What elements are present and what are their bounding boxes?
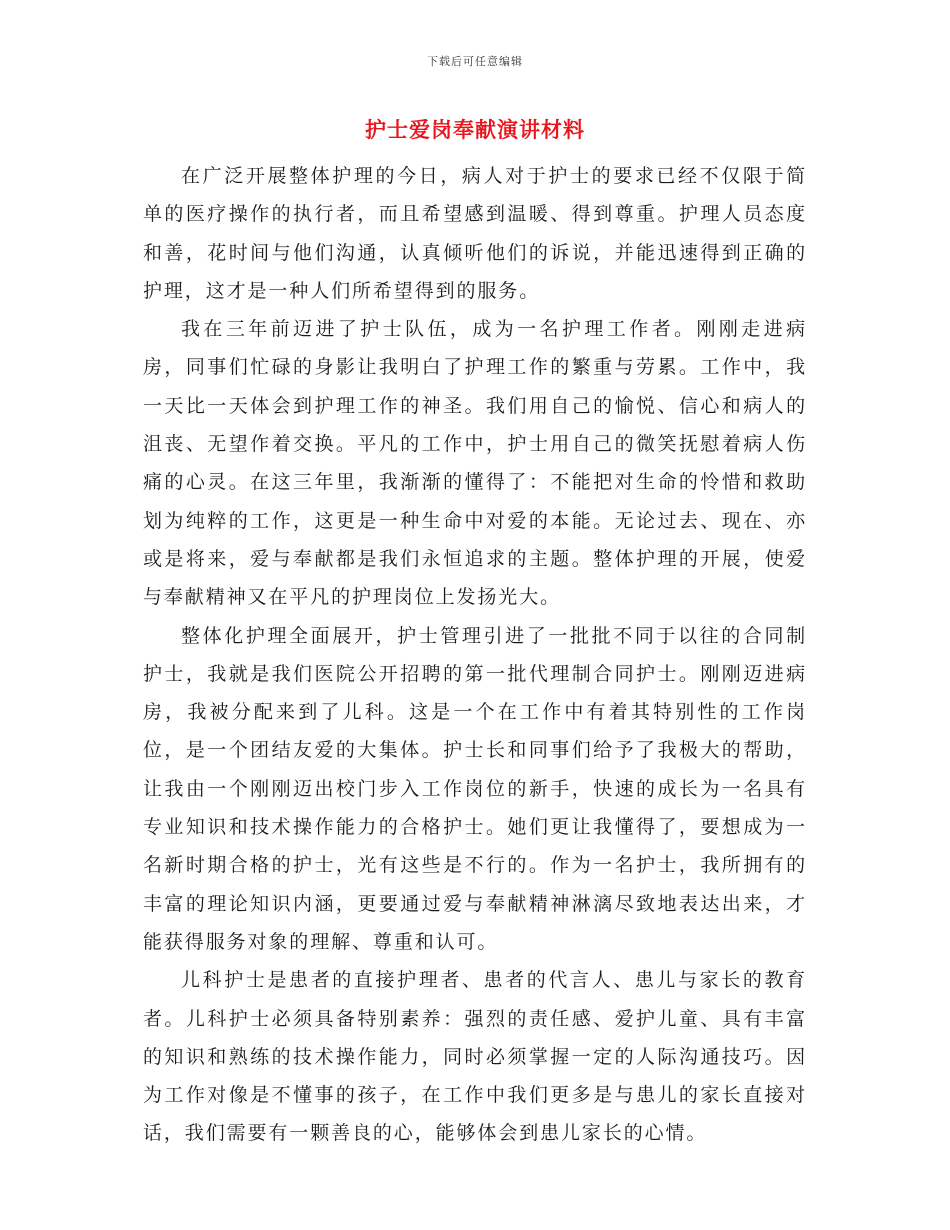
paragraph-3: 整体化护理全面展开，护士管理引进了一批批不同于以往的合同制护士，我就是我们医院公开招聘的第一批代理制合同护士。刚刚迈进病房，我被分配来到了儿科。这是一个在工作中有着其特别性的工作岗位，是一个团结友爱的大集体。护士长和同事们给予了我极大的帮助，让我由一个刚刚迈出校门步入工作岗位的新手，快速的成长为一名具有专业知识和技术操作能力的合格护士。她们更让我懂得了，要想成为一名新时期合格的护士，光有这些是不行的。作为一名护士，我所拥有的丰富的理论知识内涵，更要通过爱与奉献精神淋漓尽致地表达出来，才能获得服务对象的理解、尊重和认可。 xyxy=(143,624,807,953)
paragraph-2: 我在三年前迈进了护士队伍，成为一名护理工作者。刚刚走进病房，同事们忙碌的身影让我明白了护理工作的繁重与劳累。工作中，我一天比一天体会到护理工作的神圣。我们用自己的愉悦、信心和病人的沮丧、无望作着交换。平凡的工作中，护士用自己的微笑抚慰着病人伤痛的心灵。在这三年里，我渐渐的懂得了：不能把对生命的怜惜和救助划为纯粹的工作，这更是一种生命中对爱的本能。无论过去、现在、亦或是将来，爱与奉献都是我们永恒追求的主题。整体护理的开展，使爱与奉献精神又在平凡的护理岗位上发扬光大。 xyxy=(143,318,807,609)
paragraph-4: 儿科护士是患者的直接护理者、患者的代言人、患儿与家长的教育者。儿科护士必须具备特别素养：强烈的责任感、爱护儿童、具有丰富的知识和熟练的技术操作能力，同时必须掌握一定的人际沟通技巧。因为工作对像是不懂事的孩子，在工作中我们更多是与患儿的家长直接对话，我们需要有一颗善良的心，能够体会到患儿家长的心情。 xyxy=(143,969,807,1145)
page-header-note: 下载后可任意编辑 xyxy=(427,55,523,68)
document-body xyxy=(143,157,807,1153)
paragraph-1: 在广泛开展整体护理的今日，病人对于护士的要求已经不仅限于简单的医疗操作的执行者，而且希望感到温暖、得到尊重。护理人员态度和善，花时间与他们沟通，认真倾听他们的诉说，并能迅速得到正确的护理，这才是一种人们所希望得到的服务。 xyxy=(143,165,807,302)
document-title: 护士爱岗奉献演讲材料 xyxy=(365,117,585,142)
